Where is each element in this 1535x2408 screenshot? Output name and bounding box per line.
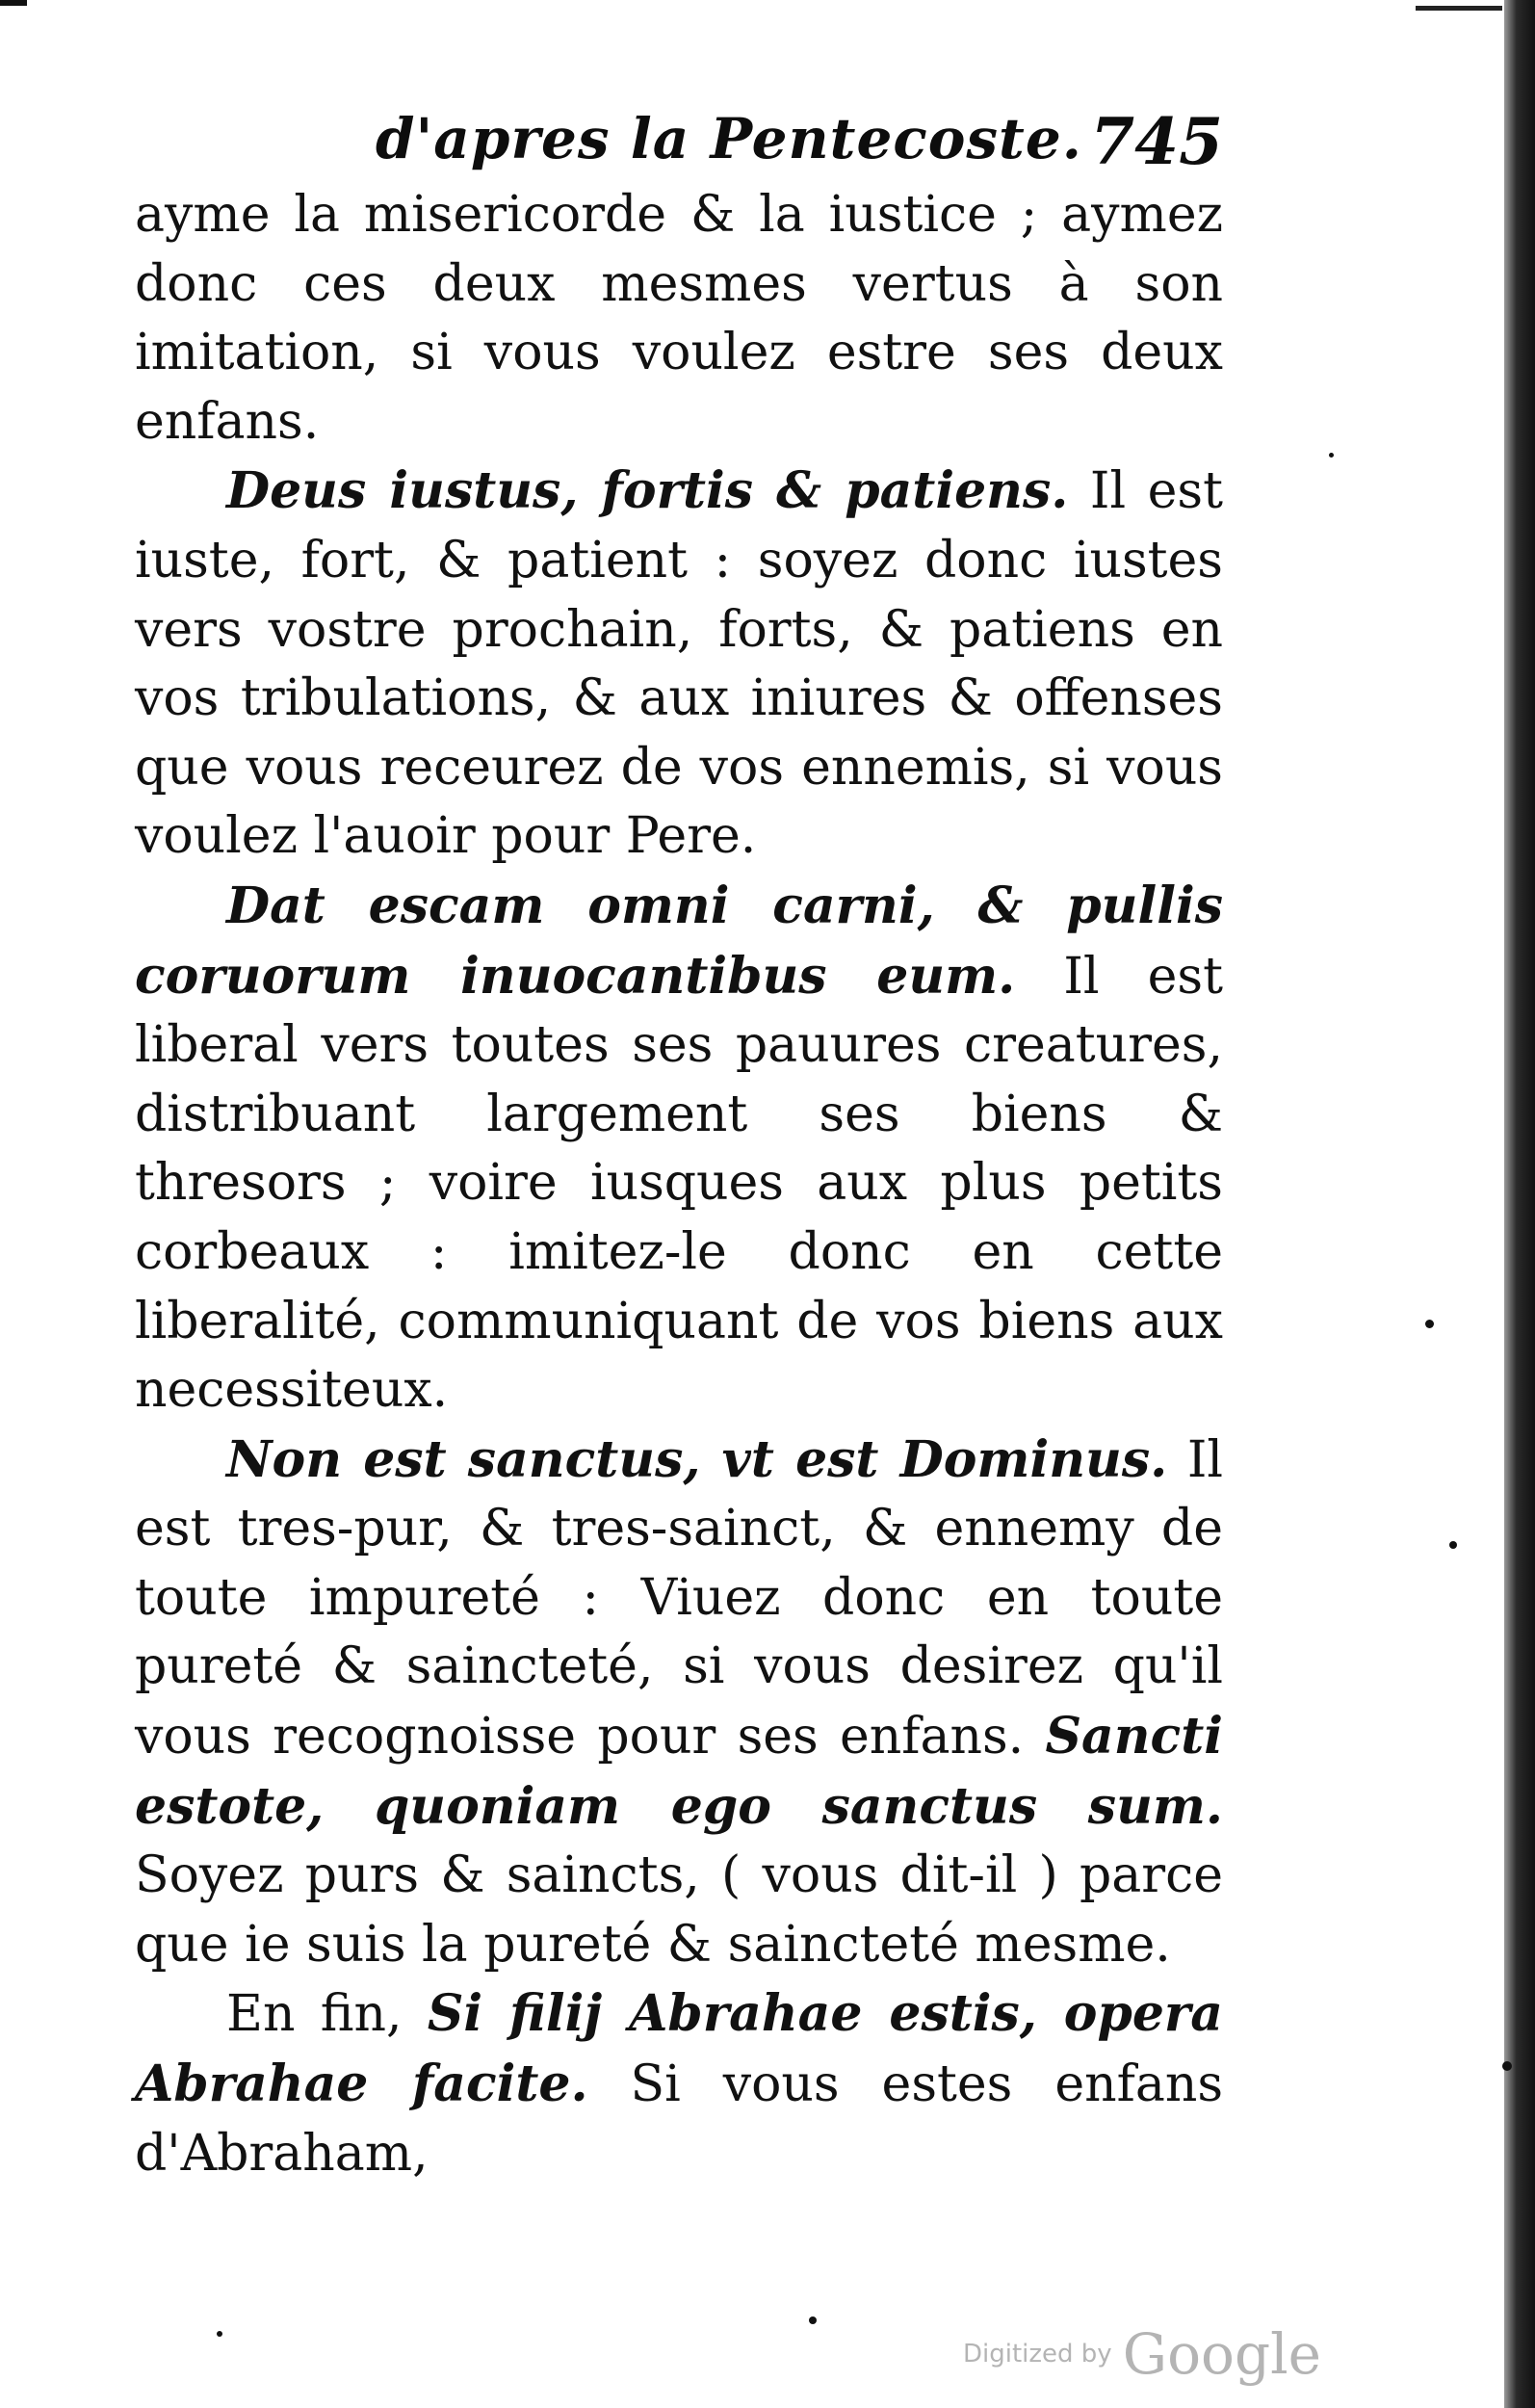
paragraph-text: Il est liberal vers toutes ses pauures creatures, distribuant largement ses biens & thresors ; voire iusques aux plus petits corbeaux : imitez-le donc en cette liberalité, communiquant de vos biens aux necessiteux. [135,947,1223,1420]
paragraph-1 [135,181,1223,457]
paragraph-5 [135,1979,1223,2188]
latin-quote: Non est sanctus, vt est Dominus. [226,1429,1168,1489]
ink-speck [809,2316,817,2324]
ink-speck [1502,2061,1512,2071]
scan-edge-mark [0,0,27,6]
digitization-watermark [963,2321,1321,2387]
paragraph-text: Si vous estes enfans d'Abraham, [135,2055,1224,2183]
latin-quote: Sancti estote, quoniam ego sanctus sum. [135,1707,1223,1836]
ink-speck [217,2331,222,2337]
paragraph-2 [135,457,1223,872]
paragraph-lead: En fin, [226,1985,428,2044]
digitized-by-label: Digitized by [963,2340,1112,2369]
ink-speck [1425,1320,1434,1328]
latin-quote: Dat escam omni carni, & pullis coruorum inuocantibus eum. [135,876,1223,1006]
paragraph-text: ayme la misericorde & la iustice ; aymez donc ces deux mesmes vertus à son imitation, si vous voulez estre ses deux enfans. [135,186,1223,451]
page-number: 745 [1090,104,1223,179]
paragraph-3 [135,872,1223,1426]
latin-quote: Si filij Abrahae estis, opera Abrahae facite. [135,1984,1223,2114]
page-header [135,106,1223,193]
google-wordmark: Google [1122,2321,1321,2387]
paragraph-text: Soyez purs & saincts, ( vous dit-il ) parce que ie suis la pureté & saincteté mesme. [135,1846,1223,1974]
scan-edge-mark [1416,6,1502,11]
ink-speck [1449,1541,1457,1549]
body-text [135,181,1223,2188]
page-binding-edge [1504,0,1535,2408]
paragraph-text: Il est tres-pur, & tres-sainct, & ennemy de toute impureté : Viuez donc en toute pureté & saincteté, si vous desirez qu'il vous recognoisse pour ses enfans. [135,1430,1224,1767]
latin-quote: Deus iustus, fortis & patiens. [226,461,1069,521]
ink-speck [1329,453,1334,458]
paragraph-4 [135,1426,1223,1980]
running-title: d'apres la Pentecoste. [376,106,1082,171]
paragraph-text: Il est iuste, fort, & patient : soyez donc iustes vers vostre prochain, forts, & patiens en vos tribulations, & aux iniures & offenses que vous receurez de vos ennemis, si vous voulez l'auoir pour Pere. [135,462,1223,866]
